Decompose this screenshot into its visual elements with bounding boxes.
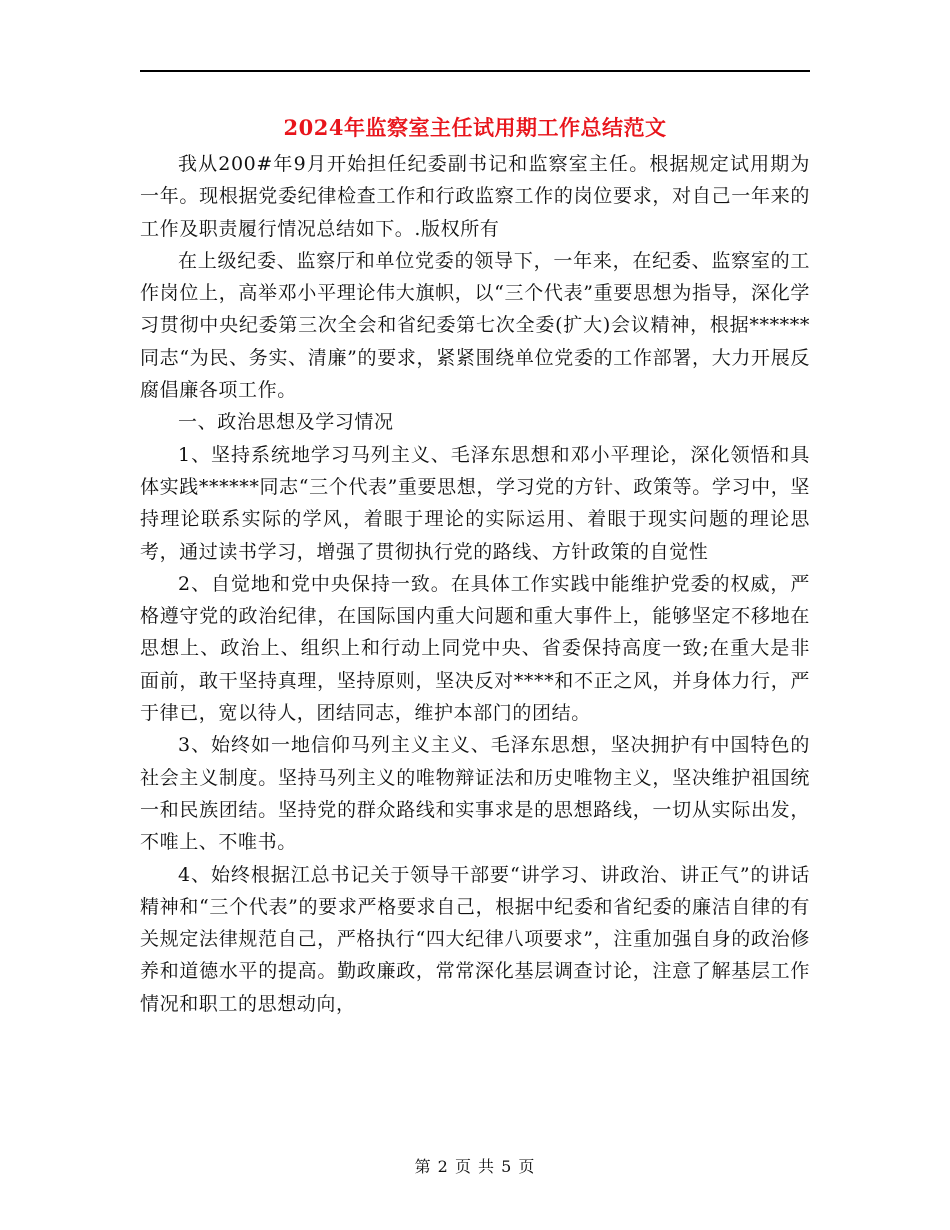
- paragraph-item-3: 3、始终如一地信仰马列主义主义、毛泽东思想，坚决拥护有中国特色的社会主义制度。坚持马列主义的唯物辩证法和历史唯物主义，坚决维护祖国统一和民族团结。坚持党的群众路线和实事求是的思想路线，一切从实际出发，不唯上、不唯书。: [140, 734, 810, 854]
- section-heading: 一、政治思想及学习情况: [178, 411, 394, 434]
- page-footer: 第 2 页 共 5 页: [414, 1157, 536, 1176]
- paragraph-item-1: 1、坚持系统地学习马列主义、毛泽东思想和邓小平理论，深化领悟和具体实践******同志“三个代表”重要思想，学习党的方针、政策等。学习中，坚持理论联系实际的学风，着眼于理论的实际运用、着眼于现实问题的理论思考，通过读书学习，增强了贯彻执行党的路线、方针政策的自觉性: [140, 443, 810, 563]
- paragraph-item-4: 4、始终根据江总书记关于领导干部要“讲学习、讲政治、讲正气”的讲话精神和“三个代表”的要求严格要求自己，根据中纪委和省纪委的廉洁自律的有关规定法律规范自己，严格执行“四大纪律八项要求”，注重加强自身的政治修养和道德水平的提高。勤政廉政，常常深化基层调查讨论，注意了解基层工作情况和职工的思想动向，: [140, 863, 810, 1015]
- document-body: [140, 148, 810, 1020]
- paragraph-intro: 我从200#年9月开始担任纪委副书记和监察室主任。根据规定试用期为一年。现根据党委纪律检查工作和行政监察工作的岗位要求，对自己一年来的工作及职责履行情况总结如下。.版权所有: [140, 153, 810, 240]
- header-rule: [140, 70, 810, 72]
- paragraph-item-2: 2、自觉地和党中央保持一致。在具体工作实践中能维护党委的权威，严格遵守党的政治纪律，在国际国内重大问题和重大事件上，能够坚定不移地在思想上、政治上、组织上和行动上同党中央、省委保持高度一致;在重大是非面前，敢干坚持真理，坚持原则，坚决反对****和不正之风，并身体力行，严于律已，宽以待人，团结同志，维护本部门的团结。: [140, 572, 810, 725]
- document-title: 2024年监察室主任试用期工作总结范文: [283, 115, 667, 140]
- paragraph-overview: 在上级纪委、监察厅和单位党委的领导下，一年来，在纪委、监察室的工作岗位上，高举邓小平理论伟大旗帜，以“三个代表”重要思想为指导，深化学习贯彻中央纪委第三次全会和省纪委第七次全委(扩大)会议精神，根据******同志“为民、务实、清廉”的要求，紧紧围绕单位党委的工作部署，大力开展反腐倡廉各项工作。: [140, 249, 810, 402]
